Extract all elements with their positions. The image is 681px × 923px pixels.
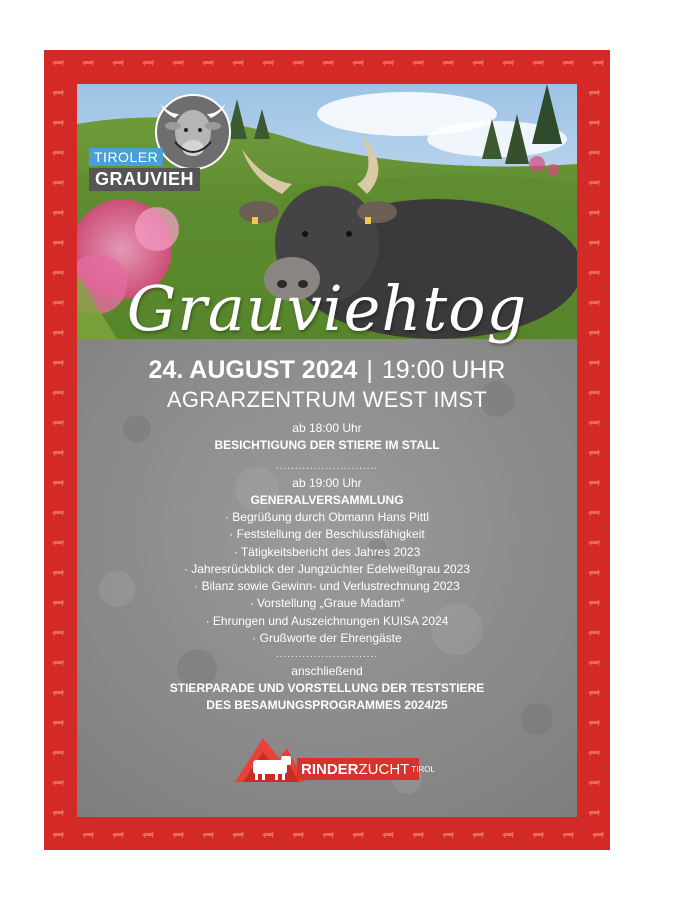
logo-text-grauvieh: GRAUVIEH [89, 168, 200, 191]
cow-mark-icon [588, 720, 600, 726]
cow-mark-icon [472, 60, 484, 66]
cow-mark-icon [562, 60, 574, 66]
agenda-item: · Grußworte der Ehrengäste [252, 631, 402, 646]
cow-mark-icon [52, 150, 64, 156]
poster-panel [77, 84, 577, 817]
cow-mark-icon [592, 60, 604, 66]
rinderzucht-wordmark [301, 761, 435, 778]
agenda-item: · Vorstellung „Graue Madam“ [249, 596, 405, 611]
cow-mark-icon [172, 60, 184, 66]
brand-regular: ZUCHT [358, 761, 410, 778]
cow-mark-icon [588, 810, 600, 816]
cow-mark-icon [262, 60, 274, 66]
part3-time: anschließend [291, 664, 363, 679]
cow-mark-icon [588, 540, 600, 546]
part2-time: ab 19:00 Uhr [292, 476, 362, 490]
cow-mark-icon [412, 60, 424, 66]
cow-mark-icon [592, 832, 604, 838]
event-date: 24. AUGUST 2024 [148, 356, 358, 384]
cow-mark-icon [588, 90, 600, 96]
cow-mark-icon [588, 690, 600, 696]
cow-mark-icon [588, 750, 600, 756]
cow-mark-icon [502, 832, 514, 838]
divider: ........................... [275, 461, 378, 472]
cow-mark-icon [502, 60, 514, 66]
cow-mark-icon [52, 720, 64, 726]
cow-mark-icon [442, 832, 454, 838]
cow-mark-icon [142, 832, 154, 838]
cow-mark-icon [352, 60, 364, 66]
cow-mark-icon [382, 832, 394, 838]
agenda-item: · Jahresrückblick der Jungzüchter Edelweißgrau 2023 [183, 561, 471, 576]
cow-mark-icon [82, 60, 94, 66]
cow-mark-icon [382, 60, 394, 66]
cow-mark-icon [52, 832, 64, 838]
part2-title: GENERALVERSAMMLUNG [250, 493, 404, 507]
date-time-line [77, 354, 577, 386]
part1-time: ab 18:00 Uhr [292, 421, 362, 435]
cow-mark-icon [232, 60, 244, 66]
cow-mark-icon [142, 60, 154, 66]
rinderzucht-tirol-logo [235, 734, 435, 784]
cow-mark-icon [52, 210, 64, 216]
cow-mark-icon [588, 660, 600, 666]
cow-mark-icon [52, 180, 64, 186]
agenda-list [77, 509, 577, 647]
cow-mark-icon [532, 60, 544, 66]
event-details [77, 354, 577, 714]
cow-mark-icon [588, 120, 600, 126]
cow-mark-icon [562, 832, 574, 838]
cow-mark-icon [82, 832, 94, 838]
cow-mark-icon [412, 832, 424, 838]
cow-mark-icon [52, 390, 64, 396]
brand-bold: RINDER [301, 761, 359, 778]
cow-mark-icon [112, 832, 124, 838]
cow-mark-icon [588, 390, 600, 396]
agenda-item: · Begrüßung durch Obmann Hans Pittl [224, 510, 430, 524]
cow-mark-icon [588, 450, 600, 456]
cow-mark-icon [442, 60, 454, 66]
cow-mark-icon [352, 832, 364, 838]
cow-mark-icon [588, 780, 600, 786]
tiroler-grauvieh-logo [87, 92, 237, 202]
cow-mark-icon [52, 240, 64, 246]
brand-suffix: TIROL [411, 765, 435, 774]
cow-mark-icon [292, 60, 304, 66]
cow-mark-icon [588, 300, 600, 306]
cow-mark-icon [588, 240, 600, 246]
logo-text-tiroler: TIROLER [89, 148, 163, 166]
cow-mark-icon [588, 360, 600, 366]
part3-title-line2: DES BESAMUNGSPROGRAMMES 2024/25 [206, 698, 448, 713]
cow-mark-icon [202, 832, 214, 838]
poster-frame [44, 50, 610, 850]
cow-mark-icon [262, 832, 274, 838]
cow-mark-icon [112, 60, 124, 66]
cow-mark-icon [52, 690, 64, 696]
cow-head-icon [153, 92, 233, 172]
cow-mark-icon [52, 330, 64, 336]
part1-title: BESICHTIGUNG DER STIERE IM STALL [214, 438, 440, 452]
cow-mark-icon [588, 210, 600, 216]
cow-mark-icon [52, 270, 64, 276]
cow-mark-icon [588, 510, 600, 516]
cow-mark-icon [52, 420, 64, 426]
cow-mark-icon [532, 832, 544, 838]
cow-mark-icon [588, 480, 600, 486]
cow-mark-icon [52, 600, 64, 606]
cow-mark-icon [52, 630, 64, 636]
cow-mark-icon [588, 630, 600, 636]
cow-mark-icon [588, 150, 600, 156]
divider: ........................... [275, 649, 378, 661]
cow-mark-icon [52, 450, 64, 456]
agenda-item: · Ehrungen und Auszeichnungen KUISA 2024 [205, 613, 449, 628]
event-time: 19:00 UHR [381, 356, 506, 384]
cow-mark-icon [52, 360, 64, 366]
cow-mark-icon [472, 832, 484, 838]
cow-mark-icon [52, 510, 64, 516]
cow-mark-icon [588, 600, 600, 606]
cow-mark-icon [292, 832, 304, 838]
cow-mark-icon [202, 60, 214, 66]
cow-mark-icon [52, 570, 64, 576]
part3-title-line1: STIERPARADE UND VORSTELLUNG DER TESTSTIERE [169, 681, 485, 696]
cow-mark-icon [52, 60, 64, 66]
cow-mark-icon [52, 810, 64, 816]
agenda-item: · Feststellung der Beschlussfähigkeit [229, 527, 425, 542]
cow-mark-icon [52, 660, 64, 666]
cow-mark-icon [322, 832, 334, 838]
cow-mark-icon [588, 270, 600, 276]
cow-mark-icon [52, 300, 64, 306]
cow-mark-icon [232, 832, 244, 838]
cow-mark-icon [52, 780, 64, 786]
cow-mark-icon [52, 120, 64, 126]
agenda-item: · Tätigkeitsbericht des Jahres 2023 [233, 544, 421, 559]
cow-mark-icon [172, 832, 184, 838]
event-title: Grauviehtog [126, 272, 528, 345]
cow-mark-icon [52, 750, 64, 756]
cow-mark-icon [588, 330, 600, 336]
cow-mark-icon [322, 60, 334, 66]
event-venue: AGRARZENTRUM WEST IMST [166, 387, 488, 412]
cow-mark-icon [52, 540, 64, 546]
cow-mark-icon [588, 420, 600, 426]
date-separator: | [366, 356, 373, 384]
cow-mark-icon [588, 180, 600, 186]
cow-mark-icon [52, 480, 64, 486]
cow-mark-icon [52, 90, 64, 96]
agenda-item: · Bilanz sowie Gewinn- und Verlustrechnung 2023 [194, 579, 460, 594]
cow-mark-icon [588, 570, 600, 576]
